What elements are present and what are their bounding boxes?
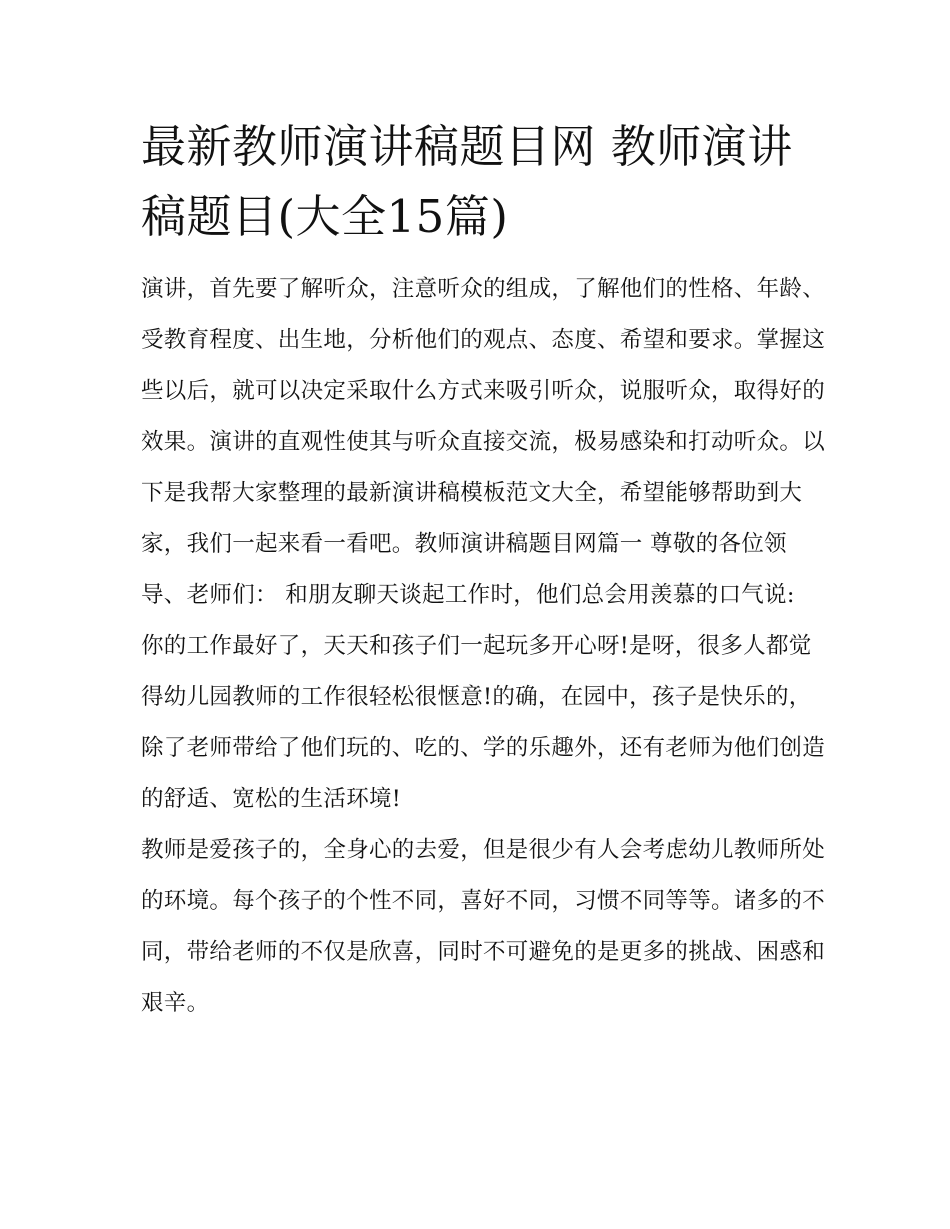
- document-body: [141, 264, 831, 1029]
- document-content: [141, 112, 831, 1029]
- document-title: 最新教师演讲稿题目网 教师演讲稿题目(大全15篇): [141, 120, 793, 243]
- paragraph-intro: 演讲，首先要了解听众，注意听众的组成，了解他们的性格、年龄、受教育程度、出生地，分析他们的观点、态度、希望和要求。掌握这些以后，就可以决定采取什么方式来吸引听众，说服听众，取得好的效果。演讲的直观性使其与听众直接交流，极易感染和打动听众。以下是我帮大家整理的最新演讲稿模板范文大全，希望能够帮助到大家，我们一起来看一看吧。教师演讲稿题目网篇一 尊敬的各位领导、老师们： 和朋友聊天谈起工作时，他们总会用羡慕的口气说:: [141, 276, 826, 608]
- paragraph-teacher-love: 教师是爱孩子的，全身心的去爱，但是很少有人会考虑幼儿教师所处的环境。每个孩子的个性不同，喜好不同，习惯不同等等。诸多的不同，带给老师的不仅是欣喜，同时不可避免的是更多的挑战、困惑和艰辛。: [141, 837, 826, 1016]
- paragraph-teacher-work: 你的工作最好了，天天和孩子们一起玩多开心呀!是呀，很多人都觉得幼儿园教师的工作很轻松很惬意!的确，在园中，孩子是快乐的，除了老师带给了他们玩的、吃的、学的乐趣外，还有老师为他们创造的舒适、宽松的生活环境!: [141, 633, 826, 812]
